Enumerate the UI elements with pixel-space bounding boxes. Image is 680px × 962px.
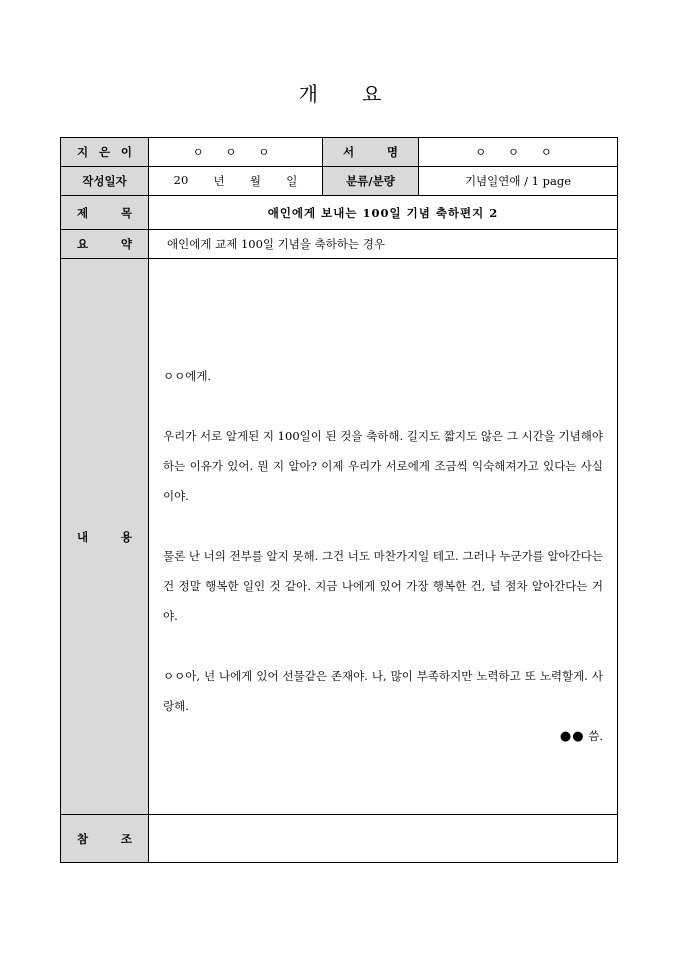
date-day-unit: 일 [286, 174, 298, 188]
date-row [61, 167, 618, 196]
title-row [61, 196, 618, 230]
letter-body [149, 259, 617, 752]
signature-label [323, 138, 419, 167]
author-value: ㅇ ㅇ ㅇ [192, 145, 279, 159]
summary-label [61, 230, 149, 259]
content-label-char: 내 [77, 529, 89, 544]
date-month-unit: 월 [249, 174, 261, 188]
letter-signature [163, 721, 603, 752]
author-value-cell [149, 138, 323, 167]
category-label: 분류/분량 [323, 167, 419, 196]
reference-label [61, 815, 149, 863]
signature-mark: ●● [559, 729, 585, 744]
date-value-cell [149, 167, 323, 196]
reference-label-char: 조 [120, 831, 132, 846]
content-cell [149, 259, 618, 815]
page-title-char-1: 개 [298, 82, 318, 106]
reference-value [149, 815, 618, 863]
content-row [61, 259, 618, 815]
letter-greeting: ㅇㅇ에게. [163, 369, 212, 383]
author-label-char: 지 [77, 145, 89, 159]
reference-label-char: 참 [77, 831, 89, 846]
title-value: 애인에게 보내는 100일 기념 축하편지 2 [149, 196, 618, 230]
content-label-char: 용 [120, 529, 132, 544]
title-label-char: 제 [77, 205, 89, 220]
signature-label-char: 서 [343, 145, 355, 159]
page-title [0, 78, 680, 107]
title-label-char: 목 [120, 205, 132, 220]
signature-label-char: 명 [386, 145, 398, 159]
signature-value: ㅇ ㅇ ㅇ [475, 145, 561, 159]
summary-form-table [60, 137, 618, 863]
summary-row [61, 230, 618, 259]
content-label [61, 259, 149, 815]
author-label-char: 은 [98, 145, 111, 159]
summary-value: 애인에게 교제 100일 기념을 축하하는 경우 [149, 230, 618, 259]
letter-paragraph: 물론 난 너의 전부를 알지 못해. 그건 너도 마찬가지일 테고. 그러나 누군가를 알아간다는 건 정말 행복한 일인 것 같아. 지금 나에게 있어 가장 행복한 건, 널 점차 알아간다는 거야. [163, 549, 603, 623]
summary-label-char: 요 [77, 237, 89, 251]
signature-suffix: 씀. [584, 729, 603, 743]
author-row [61, 138, 618, 167]
author-label [61, 138, 149, 167]
reference-row [61, 815, 618, 863]
author-label-char: 이 [120, 145, 132, 159]
category-value: 기념일연애 / 1 page [419, 167, 618, 196]
signature-value-cell [419, 138, 618, 167]
letter-paragraph: 우리가 서로 알게된 지 100일이 된 것을 축하해. 길지도 짧지도 않은 그 시간을 기념해야 하는 이유가 있어. 뭔 지 알아? 이제 우리가 서로에게 조금씩 익숙해져가고 있다는 사실이야. [163, 429, 603, 503]
title-label [61, 196, 149, 230]
letter-paragraph: ㅇㅇ아, 넌 나에게 있어 선물같은 존재야. 나, 많이 부족하지만 노력하고 또 노력할게. 사랑해. [163, 669, 603, 713]
date-year-unit: 년 [213, 174, 225, 188]
date-year: 20 [173, 173, 189, 187]
date-label: 작성일자 [61, 167, 149, 196]
page-title-char-2: 요 [362, 82, 382, 106]
summary-label-char: 약 [120, 237, 132, 251]
